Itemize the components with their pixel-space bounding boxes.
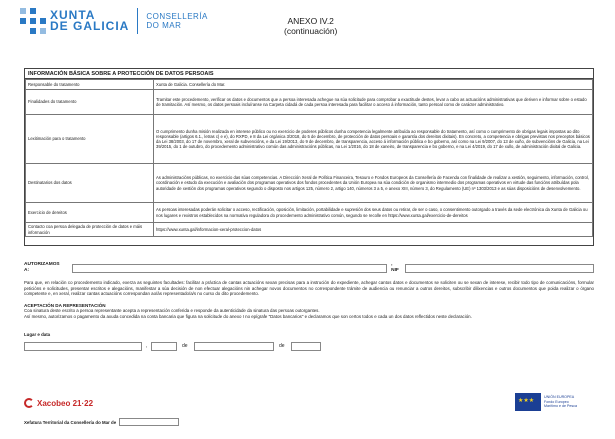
row-key: Destinatarios dos datos [26,164,154,203]
xunta-logo [20,8,208,34]
annex-title: ANEXO IV.2 [287,16,334,26]
representative-name-field[interactable] [72,264,388,273]
annex-subtitle: (continuación) [284,26,338,36]
xacobeo-spiral-icon [24,398,34,408]
table-row [26,90,593,115]
nif-field[interactable] [405,264,594,273]
acceptance-text-2: Así mesmo, autorizamos o pagamento da axuda concedida na conta bancaria que figura na solicitude do anexo I no epígrafe "Datos bancarios" e declaramos que son certos todos e cada un dos datos reflectidos neste declaración. [24,313,472,319]
logo-line1: XUNTA [50,8,96,22]
acceptance-title: ACEPTACIÓN DA REPRESENTACIÓN [24,302,106,308]
authorize-label: AUTORIZAMOS A: [24,262,60,273]
month-field[interactable] [194,342,274,351]
table-row [26,164,593,203]
xacobeo-text: Xacobeo 21·22 [37,398,94,408]
place-date-row [24,342,324,352]
row-value: Xunta de Galicia. Consellería do Mar. [154,80,593,90]
row-value: https://www.xunta.gal/informacion-xeral-proteccion-datos [154,223,593,237]
row-key: Lexitimación para o tratamento [26,115,154,164]
logo-line2: DE GALICIA [50,19,130,33]
eu-flag-icon [515,393,541,411]
day-field[interactable] [151,342,177,351]
annex-heading [284,16,337,36]
dept-line2: DO MAR [146,21,182,30]
authorization-section [24,262,594,320]
row-key: Finalidades do tratamento [26,90,154,115]
eu-line1: UNIÓN EUROPEA [544,395,575,400]
row-key: Exercicio de dereitos [26,203,154,223]
xunta-cross-icon [20,8,46,34]
table-row [26,80,593,90]
place-date-label: Lugar e data [24,332,51,337]
eu-line3: Marítimo e de Pesca [544,404,577,409]
table-row [26,203,593,223]
reference-label: Xefatura Territorial da Consellería do Mar de [24,419,117,425]
de-label-2: de [279,343,285,349]
acceptance-text: Coa sinatura deste escrito a persoa representante acepta a representación conferida e responde da autenticidade da sinatura das persoas outorgantes. [24,308,320,314]
comma-separator: , [146,343,148,349]
row-value: As persoas interesadas poderán solicitar o acceso, rectificación, oposición, limitación, portabilidade e supresión dos seus datos ou retirar, de ser o caso, o consentimento outorgado a través da sede electrónica da Xunta de Galicia ou nos lugares e rexistros establecidos na normativa reguladora do procedemento administrativo común, segundo se recolle en https://www.xunta.gal/exercicio-de-dereitos [154,203,593,223]
row-key: Responsable do tratamento [26,80,154,90]
table-row [26,223,593,237]
row-value: Tramitar este procedemento, verificar os datos e documentos que a persoa interesada achegue na súa solicitude para comprobar a exactitude destes, levar a cabo as actuacións administrativas que deriven e informar sobre o estado de tramitación. Así mesmo, os datos persoais incluíranse na Carpeta cidadá de cada persoa interesada para facilitar o acceso á información, tanto persoal como de carácter administrativo. [154,90,593,115]
authorization-paragraph: Para que, en relación co procedemento indicado, exerza as seguintes facultades: facilitar a práctica de cantas actuacións sexan precisas para a instrución do expediente, achegar cantos datos e documentos se soliciten ou se sexan de interese, recibir todo tipo de comunicacións, formular peticións e solicitudes, presentar escritos e alegacións, manifestar a súa decisión de non efectuar alegacións nin achegar novos documentos no correspondente trámite de audiencia ou renunciar a outros dereitos, subscribir dilixencias e outros documentos que poida realizar o órgano competente e, en xeral, realizar cantas actuacións correspondan ao/ás representado/a/s no curso do dito procedemento. [24,280,594,297]
data-protection-section [24,68,594,246]
dept-line1: CONSELLERÍA [146,12,208,21]
place-field[interactable] [24,342,142,351]
row-key: Contacto coa persoa delegada de protección de datos e máis información [26,223,154,237]
reference-field[interactable] [119,418,179,426]
data-protection-title: INFORMACIÓN BÁSICA SOBRE A PROTECCIÓN DE DATOS PERSOAIS [25,69,593,79]
data-protection-table [25,79,593,237]
authorize-line [24,262,594,274]
de-label-1: de [182,343,188,349]
nif-label: , NIF [391,262,399,273]
page-header [20,8,600,48]
year-field[interactable] [291,342,321,351]
eu-logo [515,393,577,411]
table-row [26,115,593,164]
xacobeo-logo [24,398,93,408]
eu-line2: Fondo Europeo [544,399,569,404]
row-value: O cumprimento dunha misión realizada en interese público ou no exercicio de poderes públicos dunha competencia legalmente atribuída ao responsable do tratamento, así como o cumprimento de obrigas legais impostas ao dito responsable (artigos 6.1., letras c) e e), do RXPD, e 8 da Lei orgánica 3/2018, do 5 de decembro, de protección de datos persoais e garantía dos dereitos dixitais). En concreto, a competencia e obrigas previstas nos preceptos básicos da Lei 38/2003, do 17 de novembro, xeral de subvencións, e da Lei 19/2013, do 9 de decembro, de transparencia, acceso á información pública e bo goberno, así como na Lei 9/2007, do 13 de xuño, de subvencións de Galicia, na Lei 39/2015, do 1 de outubro, do procedemento administrativo común das administracións públicas, na Lei 1/2016, do 18 de xaneiro, de transparencia e bo goberno, e na Lei 4/2019, do 17 de xullo, de administración dixital de Galicia. [154,115,593,164]
row-value: As administracións públicas, no exercicio das súas competencias. A Dirección Xeral de Política Financeira, Tesouro e Fondos Europeos da Consellería de Facenda con finalidade de realizar a xestión, seguimento, información, control, coordinación e estudo da execución e avaliación dos programas operativos dos fondos procedentes da Unión Europea na súa condición de organismo intermedio dos programas operativos en virtude das funcións atribuídas pola autoridade de xestión dos programas operativos segundo o disposto nos artigos 125, número 2, artigo 140, números 3 a 5, e anexo XIII, número 3, do Regulamento (UE) nº 1303/2013 e as súas disposicións de desenvolvemento. [154,164,593,203]
reference-line [24,418,179,426]
logo-divider [137,8,138,34]
